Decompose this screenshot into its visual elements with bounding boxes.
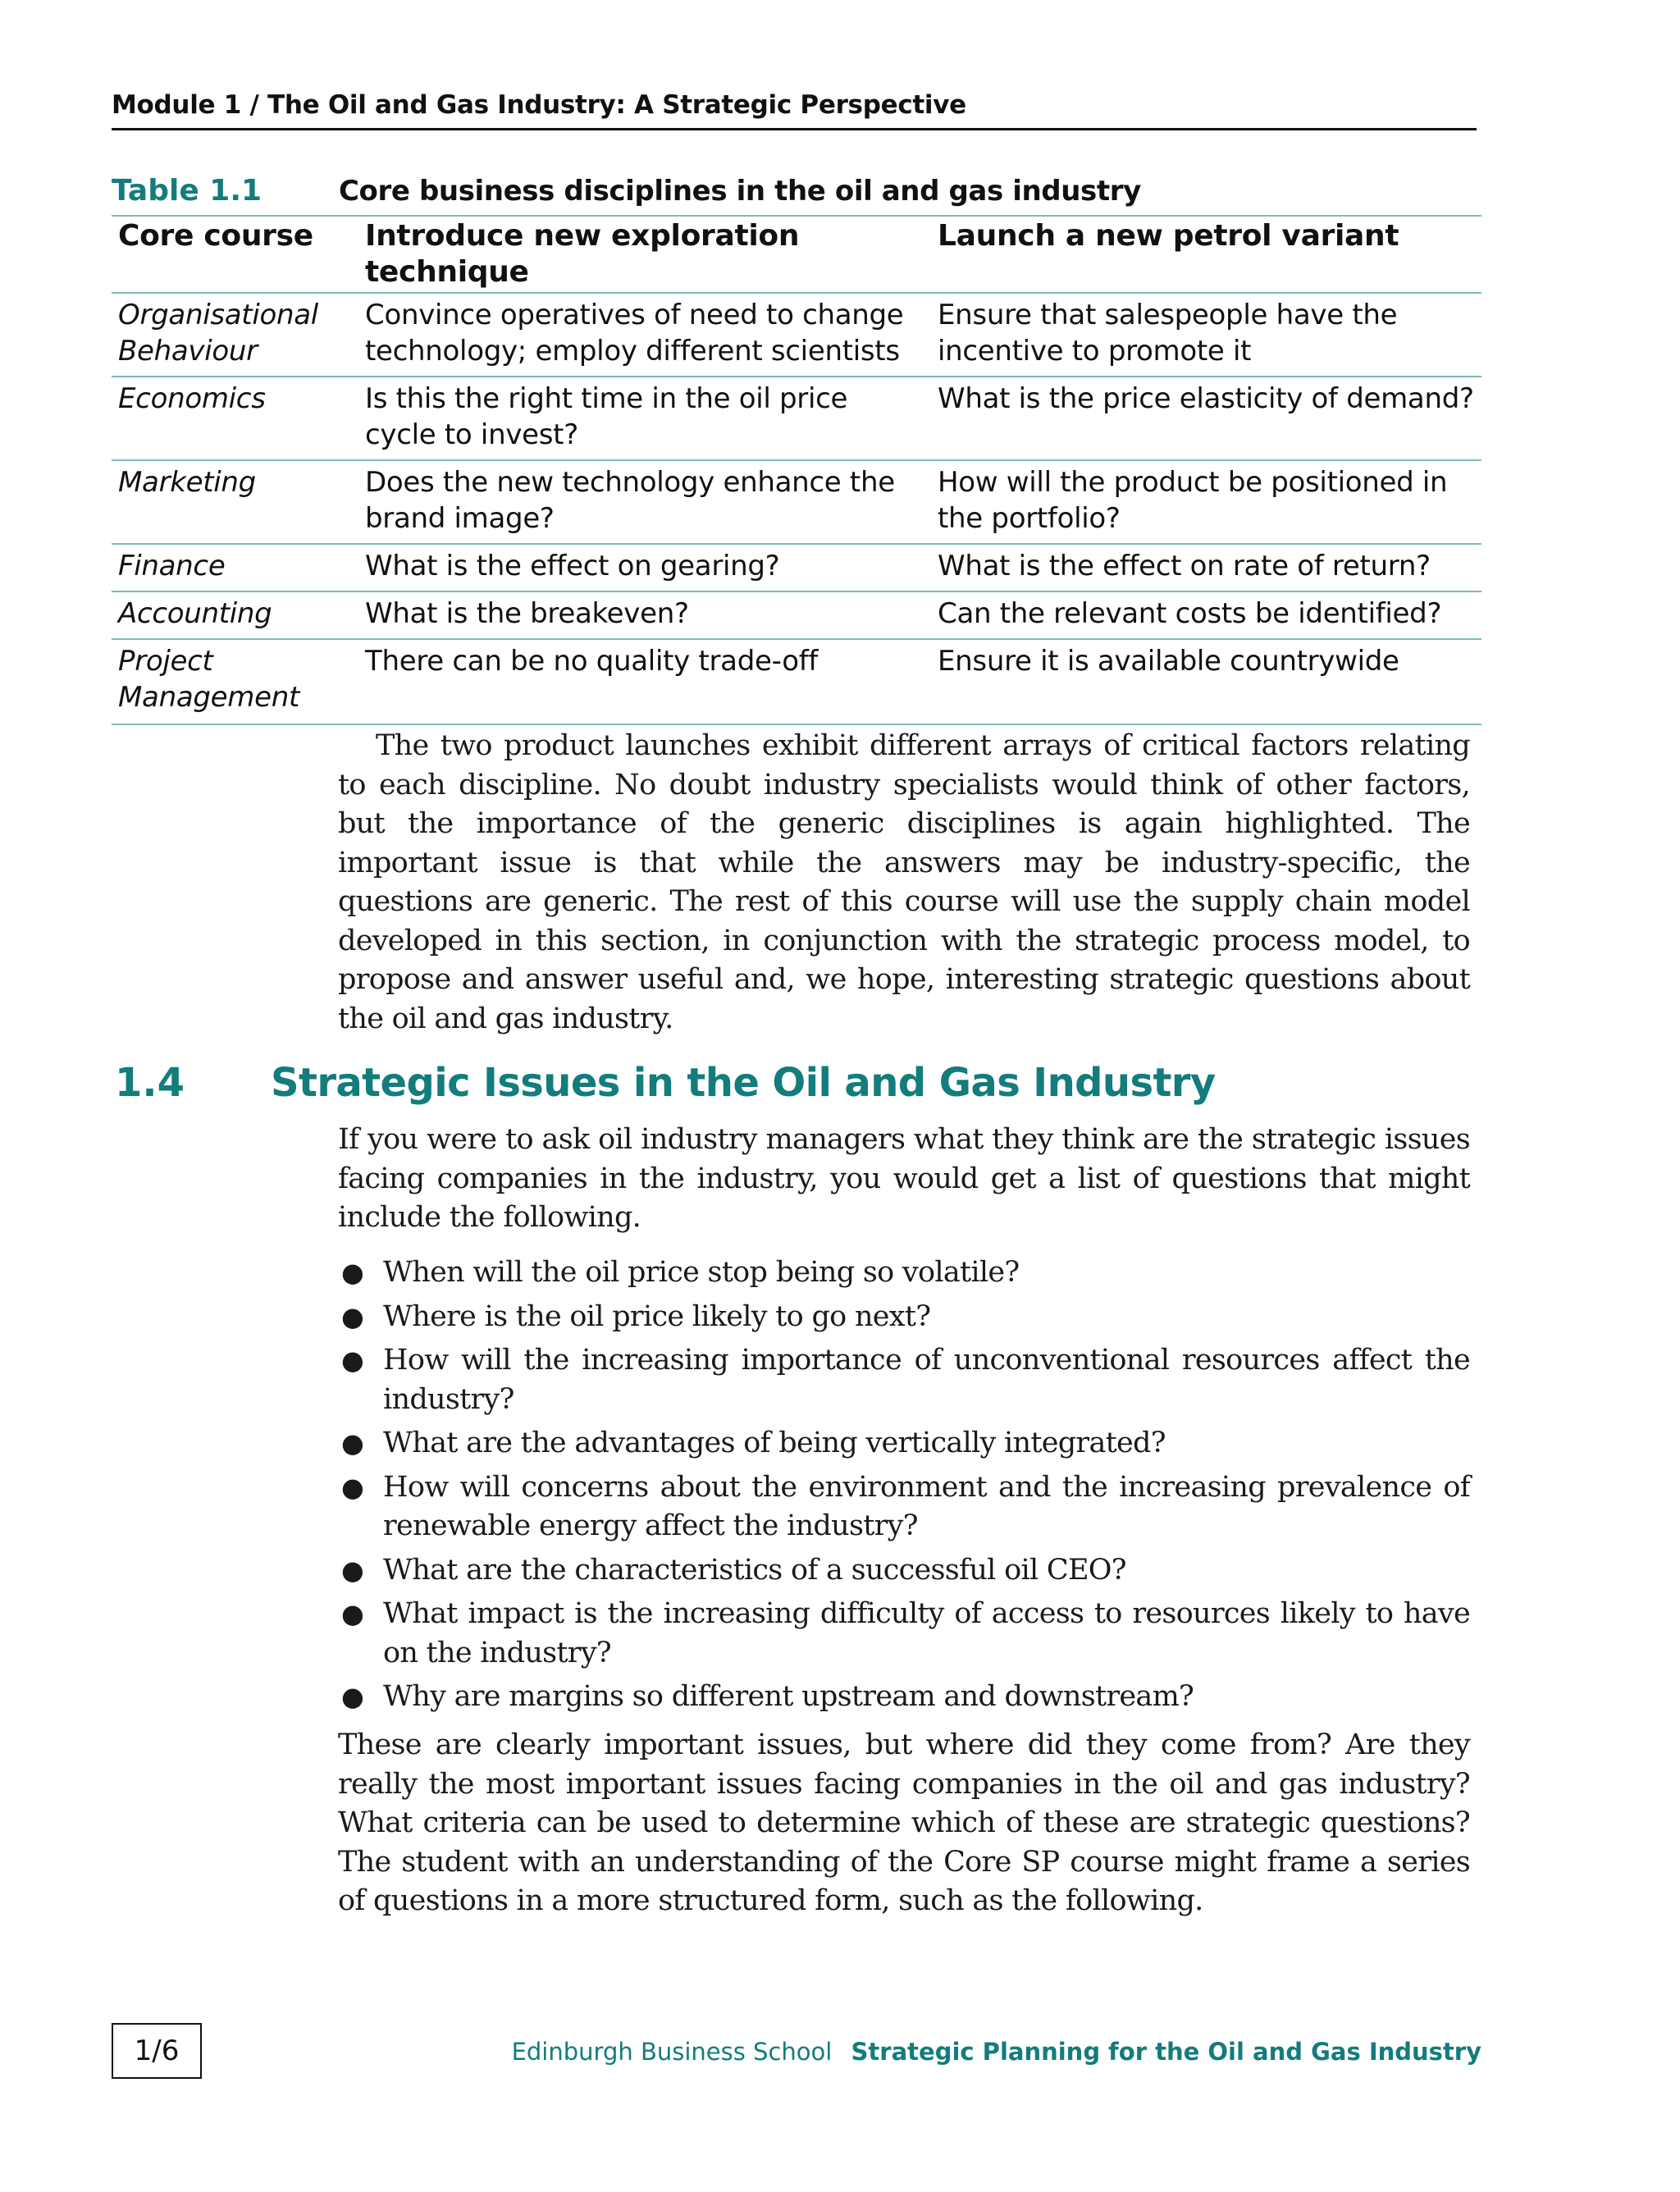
course-cell: Economics [112, 377, 358, 460]
course-cell: Accounting [112, 591, 358, 639]
section-closing-paragraph: These are clearly important issues, but where did they come from? Are they really the most important issues facing companies in the oil and gas industry? What criteria can be used to determine which of these are strategic questions? The student with an understanding of the Core SP course might frame a series of questions in a more structured form, such as the following. [338, 1728, 1470, 1917]
table-row [112, 591, 1481, 639]
footer-course-title: Strategic Planning for the Oil and Gas Industry [851, 2038, 1481, 2066]
section-number: 1.4 [115, 1060, 185, 1106]
list-item [338, 1678, 1470, 1717]
list-item-text: What are the advantages of being vertically integrated? [383, 1427, 1166, 1459]
page-number: 1/6 [112, 2023, 202, 2079]
section-intro: If you were to ask oil industry managers what they think are the strategic issues facing companies in the industry, you would get a list of questions that might include the following. [338, 1123, 1470, 1234]
table-label: Table 1.1 [112, 174, 262, 208]
course-cell: Project Management [112, 639, 358, 724]
table-row [112, 639, 1481, 724]
list-item-text: How will concerns about the environment and the increasing prevalence of renewable energy affect the industry? [383, 1470, 1470, 1542]
petrol-cell: What is the effect on rate of return? [931, 544, 1481, 591]
petrol-cell: Can the relevant costs be identified? [931, 591, 1481, 639]
exploration-cell: Does the new technology enhance the brand image? [358, 460, 931, 544]
bullet-icon: ● [341, 1300, 364, 1332]
list-item [338, 1424, 1470, 1464]
exploration-cell: Is this the right time in the oil price cycle to invest? [358, 377, 931, 460]
strategic-issues-list [338, 1254, 1470, 1722]
table-caption [112, 174, 1481, 215]
list-item [338, 1551, 1470, 1591]
footer-school: Edinburgh Business School [511, 2038, 833, 2066]
course-cell: Marketing [112, 460, 358, 544]
table-row [112, 377, 1481, 460]
column-header: Core course [112, 216, 358, 293]
exploration-cell: What is the breakeven? [358, 591, 931, 639]
list-item-text: When will the oil price stop being so volatile? [383, 1256, 1020, 1289]
course-cell: Finance [112, 544, 358, 591]
list-item-text: Why are margins so different upstream and downstream? [383, 1680, 1194, 1713]
paragraph-product-launches: The two product launches exhibit different arrays of critical factors relating to each discipline. No doubt industry specialists would think of other factors, but the importance of the generic disciplines is again highlighted. The important issue is that while the answers may be industry-specific, the questions are generic. The rest of this course will use the supply chain model developed in this section, in conjunction with the strategic process model, to propose and answer useful and, we hope, interesting strategic questions about the oil and gas industry. [338, 729, 1470, 1035]
list-item [338, 1595, 1470, 1673]
bullet-icon: ● [341, 1345, 364, 1376]
core-disciplines-table-block [112, 174, 1481, 725]
exploration-cell: Convince operatives of need to change technology; employ different scientists [358, 293, 931, 377]
petrol-cell: Ensure it is available countrywide [931, 639, 1481, 724]
column-header: Introduce new exploration technique [358, 216, 931, 293]
list-item-text: What impact is the increasing difficulty of access to resources likely to have on the industry? [383, 1597, 1470, 1669]
exploration-cell: What is the effect on gearing? [358, 544, 931, 591]
petrol-cell: What is the price elasticity of demand? [931, 377, 1481, 460]
exploration-cell: There can be no quality trade-off [358, 639, 931, 724]
table-row [112, 293, 1481, 377]
petrol-cell: How will the product be positioned in the portfolio? [931, 460, 1481, 544]
running-head: Module 1 / The Oil and Gas Industry: A Strategic Perspective [112, 90, 1477, 130]
core-disciplines-table [112, 215, 1481, 725]
bullet-icon: ● [341, 1554, 364, 1586]
bullet-icon: ● [341, 1471, 364, 1503]
list-item-text: How will the increasing importance of unconventional resources affect the industry? [383, 1344, 1470, 1416]
table-row [112, 460, 1481, 544]
list-item-text: What are the characteristics of a successful oil CEO? [383, 1553, 1126, 1587]
list-item [338, 1468, 1470, 1546]
table-header-row [112, 216, 1481, 293]
table-row [112, 544, 1481, 591]
list-item-text: Where is the oil price likely to go next? [383, 1299, 931, 1333]
bullet-icon: ● [341, 1681, 364, 1712]
table-title: Core business disciplines in the oil and gas industry [339, 175, 1141, 208]
list-item [338, 1254, 1470, 1293]
page-footer [512, 2038, 1481, 2066]
petrol-cell: Ensure that salespeople have the incentive to promote it [931, 293, 1481, 377]
section-heading: Strategic Issues in the Oil and Gas Industry [271, 1060, 1216, 1106]
list-item [338, 1298, 1470, 1337]
column-header: Launch a new petrol variant [931, 216, 1481, 293]
course-cell: Organisational Behaviour [112, 293, 358, 377]
list-item [338, 1341, 1470, 1419]
bullet-icon: ● [341, 1427, 364, 1459]
bullet-icon: ● [341, 1598, 364, 1629]
bullet-icon: ● [341, 1257, 364, 1288]
